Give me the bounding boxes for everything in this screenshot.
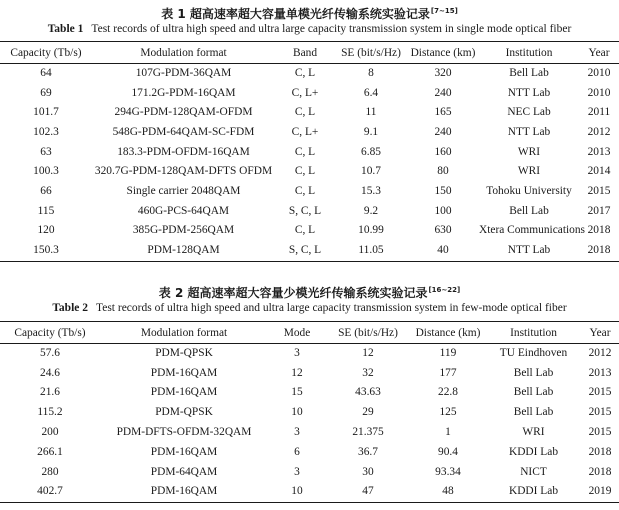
table1-cell: 2017 bbox=[587, 204, 611, 217]
table1 bbox=[0, 42, 619, 260]
table2-cell: 2018 bbox=[588, 465, 612, 478]
table1-cell: WRI bbox=[517, 145, 541, 158]
table2-cell: 2013 bbox=[588, 366, 612, 379]
table2-header-row bbox=[0, 322, 619, 343]
table1-header-cell: Capacity (Tb/s) bbox=[10, 46, 82, 59]
table1-cell: 2012 bbox=[587, 125, 611, 138]
table1-cell: 101.7 bbox=[33, 106, 59, 119]
table1-cell: 115 bbox=[37, 204, 55, 217]
table1-cell: 9.1 bbox=[363, 125, 379, 138]
table2-cell: 12 bbox=[291, 366, 303, 379]
table2-cell: 3 bbox=[294, 465, 300, 478]
table1-header-cell: Band bbox=[292, 46, 318, 59]
table1-row bbox=[0, 122, 619, 142]
table1-cell: 100.3 bbox=[33, 165, 59, 178]
table1-cell: 150 bbox=[434, 184, 452, 197]
table2-cell: 177 bbox=[439, 366, 457, 379]
table1-cell: 6.85 bbox=[361, 145, 381, 158]
table2-row bbox=[0, 383, 619, 403]
table2-cell: 12 bbox=[362, 346, 374, 359]
table2-row bbox=[0, 363, 619, 383]
table1-row bbox=[0, 181, 619, 201]
table2-cell: 47 bbox=[362, 485, 374, 498]
table1-cell: 10.99 bbox=[358, 224, 384, 237]
table1-cell: 11.05 bbox=[358, 244, 384, 257]
table1-cell: 548G-PDM-64QAM-SC-FDM bbox=[112, 125, 255, 138]
table1-caption-cn bbox=[0, 5, 619, 22]
table2-cell: 1 bbox=[445, 426, 451, 439]
table2-cell: PDM-64QAM bbox=[150, 465, 218, 478]
table1-cell: 171.2G-PDM-16QAM bbox=[131, 86, 236, 99]
table1-cell: 107G-PDM-36QAM bbox=[135, 66, 232, 79]
table2-header-cell: Modulation format bbox=[140, 326, 228, 339]
table1-cell: 150.3 bbox=[33, 244, 59, 257]
table2-cell: 2015 bbox=[588, 426, 612, 439]
table2-bottom-rule bbox=[0, 502, 619, 503]
table2-cell: 2012 bbox=[588, 346, 612, 359]
table2-header-cell: Distance (km) bbox=[415, 326, 481, 339]
table1-cell: 2013 bbox=[587, 145, 611, 158]
table2-cell: PDM-16QAM bbox=[150, 366, 218, 379]
table2-cell: 15 bbox=[291, 386, 303, 399]
table1-cell: 2014 bbox=[587, 165, 611, 178]
table1-header-cell: Institution bbox=[505, 46, 553, 59]
table1-cell: C, L bbox=[294, 106, 316, 119]
table1-header-row bbox=[0, 42, 619, 63]
table1-cell: 100 bbox=[434, 204, 452, 217]
table2-cell: 2015 bbox=[588, 386, 612, 399]
table2-cell: TU Eindhoven bbox=[499, 346, 568, 359]
table1-header-cell: Year bbox=[588, 46, 610, 59]
table1-cell: S, C, L bbox=[288, 244, 322, 257]
table1-cell: NTT Lab bbox=[507, 244, 551, 257]
table1-cell: C, L bbox=[294, 224, 316, 237]
table1-cell: 9.2 bbox=[363, 204, 379, 217]
table1-cell: 6.4 bbox=[363, 86, 379, 99]
table2-cell: 24.6 bbox=[40, 366, 60, 379]
table1-cell: 160 bbox=[434, 145, 452, 158]
table2-cell: 93.34 bbox=[435, 465, 461, 478]
table2-cell: PDM-DFTS-OFDM-32QAM bbox=[116, 426, 252, 439]
table1-cell: 63 bbox=[40, 145, 52, 158]
table2-cell: 266.1 bbox=[37, 445, 63, 458]
table1-cell: 66 bbox=[40, 184, 52, 197]
table2-cell: PDM-QPSK bbox=[155, 406, 213, 419]
table1-cell: 240 bbox=[434, 86, 452, 99]
table1-header-cell: Distance (km) bbox=[410, 46, 476, 59]
table2-cell: 402.7 bbox=[37, 485, 63, 498]
table2-cell: WRI bbox=[522, 426, 545, 439]
table2-caption-en bbox=[0, 302, 619, 314]
table2-cell: KDDI Lab bbox=[508, 445, 559, 458]
table2-cell: 57.6 bbox=[40, 346, 60, 359]
table2-cell: 125 bbox=[439, 406, 457, 419]
table2-row bbox=[0, 422, 619, 442]
table2-caption-en-text: Test records of ultra high speed and ultra large capacity transmission system in few-mode optical fiber bbox=[96, 302, 567, 314]
table2-header-cell: Mode bbox=[283, 326, 311, 339]
table1-cell: 630 bbox=[434, 224, 452, 237]
table2-cell: 3 bbox=[294, 346, 300, 359]
table2-cell: 3 bbox=[294, 426, 300, 439]
table1-cell: 64 bbox=[40, 66, 52, 79]
table1-cell: PDM-128QAM bbox=[147, 244, 220, 257]
table2-cell: 119 bbox=[439, 346, 457, 359]
table2-cell: 43.63 bbox=[355, 386, 381, 399]
table1-cell: NEC Lab bbox=[507, 106, 551, 119]
table2 bbox=[0, 322, 619, 501]
table2-header-cell: SE (bit/s/Hz) bbox=[338, 326, 398, 339]
table2-caption-cn bbox=[0, 284, 619, 301]
table1-cell: 8 bbox=[368, 66, 374, 79]
table1-cell: 240 bbox=[434, 125, 452, 138]
table1-cell: 2018 bbox=[587, 244, 611, 257]
table1-caption-en-text: Test records of ultra high speed and ultra large capacity transmission system in single mode optical fiber bbox=[91, 23, 572, 35]
table1-header-cell: Modulation format bbox=[140, 46, 227, 59]
table2-cell: 21.6 bbox=[40, 386, 60, 399]
table2-row bbox=[0, 462, 619, 482]
table1-cell: 2015 bbox=[587, 184, 611, 197]
table2-caption-refs: [16~22] bbox=[428, 286, 461, 294]
table1-cell: 2010 bbox=[587, 66, 611, 79]
table2-label: Table 2 bbox=[52, 302, 88, 314]
table1-bottom-rule bbox=[0, 261, 619, 262]
table2-cell: 29 bbox=[362, 406, 374, 419]
table2-cell: Bell Lab bbox=[513, 386, 554, 399]
table1-cell: Tohoku University bbox=[486, 184, 572, 197]
table1-row bbox=[0, 161, 619, 181]
table1-cell: Xtera Communications bbox=[479, 224, 585, 237]
table1-cell: 385G-PDM-256QAM bbox=[132, 224, 235, 237]
table1-caption-cn-text: 表 1 超高速率超大容量单模光纤传输系统实验记录 bbox=[161, 7, 430, 21]
table1-cell: NTT Lab bbox=[507, 86, 551, 99]
table2-header-cell: Institution bbox=[510, 326, 557, 339]
table2-row bbox=[0, 402, 619, 422]
table2-row bbox=[0, 482, 619, 502]
table2-cell: 6 bbox=[294, 445, 300, 458]
table1-cell: Bell Lab bbox=[509, 204, 549, 217]
table2-cell: 2015 bbox=[588, 406, 612, 419]
table2-row bbox=[0, 343, 619, 363]
table1-cell: 165 bbox=[434, 106, 452, 119]
table1-cell: 2010 bbox=[587, 86, 611, 99]
table2-cell: PDM-16QAM bbox=[150, 386, 218, 399]
table1-cell: Bell Lab bbox=[509, 66, 549, 79]
table1-cell: C, L+ bbox=[291, 125, 319, 138]
table1-row bbox=[0, 201, 619, 221]
table2-cell: 200 bbox=[41, 426, 59, 439]
table1-cell: 320 bbox=[434, 66, 452, 79]
table1-cell: C, L bbox=[294, 165, 316, 178]
table1-cell: Single carrier 2048QAM bbox=[126, 184, 241, 197]
table1-cell: 11 bbox=[365, 106, 377, 119]
table1-cell: NTT Lab bbox=[507, 125, 551, 138]
table1-row bbox=[0, 63, 619, 83]
table2-cell: 90.4 bbox=[438, 445, 458, 458]
table1-body bbox=[0, 63, 619, 260]
table2-cell: PDM-QPSK bbox=[155, 346, 213, 359]
table1-cell: 2011 bbox=[587, 106, 611, 119]
table2-cell: PDM-16QAM bbox=[150, 485, 218, 498]
table2-header-cell: Capacity (Tb/s) bbox=[14, 326, 86, 339]
table1-cell: 10.7 bbox=[361, 165, 381, 178]
table1-row bbox=[0, 240, 619, 260]
table1-cell: 2018 bbox=[587, 224, 611, 237]
table1-cell: 102.3 bbox=[33, 125, 59, 138]
table2-body bbox=[0, 343, 619, 501]
table1-row bbox=[0, 221, 619, 241]
table2-cell: 115.2 bbox=[37, 406, 63, 419]
table2-cell: 10 bbox=[291, 406, 303, 419]
table2-header-cell: Year bbox=[589, 326, 611, 339]
table1-row bbox=[0, 102, 619, 122]
table1-row bbox=[0, 142, 619, 162]
table1-caption-refs: [7~15] bbox=[430, 7, 458, 15]
table2-cell: 21.375 bbox=[352, 426, 384, 439]
table2-row bbox=[0, 442, 619, 462]
table2-cell: 48 bbox=[442, 485, 454, 498]
table1-cell: C, L bbox=[294, 184, 316, 197]
table2-cell: 2018 bbox=[588, 445, 612, 458]
table1-cell: C, L bbox=[294, 66, 316, 79]
table1-header-cell: SE (bit/s/Hz) bbox=[341, 46, 401, 59]
table1-cell: S, C, L bbox=[288, 204, 322, 217]
table2-cell: Bell Lab bbox=[513, 366, 554, 379]
table1-cell: 294G-PDM-128QAM-OFDM bbox=[114, 106, 253, 119]
table2-cell: 30 bbox=[362, 465, 374, 478]
table1-cell: 120 bbox=[37, 224, 55, 237]
table1-caption-en bbox=[0, 23, 619, 35]
table1-cell: 183.3-PDM-OFDM-16QAM bbox=[117, 145, 250, 158]
table2-caption-cn-text: 表 2 超高速率超大容量少模光纤传输系统实验记录 bbox=[158, 286, 428, 300]
table2-cell: 36.7 bbox=[358, 445, 378, 458]
table2-cell: 280 bbox=[41, 465, 59, 478]
table2-cell: 22.8 bbox=[438, 386, 458, 399]
table1-cell: C, L+ bbox=[291, 86, 319, 99]
table1-cell: 40 bbox=[437, 244, 449, 257]
table1-cell: 80 bbox=[437, 165, 449, 178]
table2-cell: 32 bbox=[362, 366, 374, 379]
table1-cell: WRI bbox=[517, 165, 541, 178]
table2-cell: KDDI Lab bbox=[508, 485, 559, 498]
table2-cell: Bell Lab bbox=[513, 406, 554, 419]
table2-cell: NICT bbox=[520, 465, 547, 478]
table1-cell: 460G-PCS-64QAM bbox=[137, 204, 230, 217]
table1-cell: 69 bbox=[40, 86, 52, 99]
table2-cell: 2019 bbox=[588, 485, 612, 498]
table1-cell: C, L bbox=[294, 145, 316, 158]
table1-cell: 320.7G-PDM-128QAM-DFTS OFDM bbox=[94, 165, 273, 178]
table1-cell: 15.3 bbox=[361, 184, 381, 197]
table2-cell: 10 bbox=[291, 485, 303, 498]
table1-label: Table 1 bbox=[47, 23, 84, 35]
table1-row bbox=[0, 83, 619, 103]
table2-cell: PDM-16QAM bbox=[150, 445, 218, 458]
